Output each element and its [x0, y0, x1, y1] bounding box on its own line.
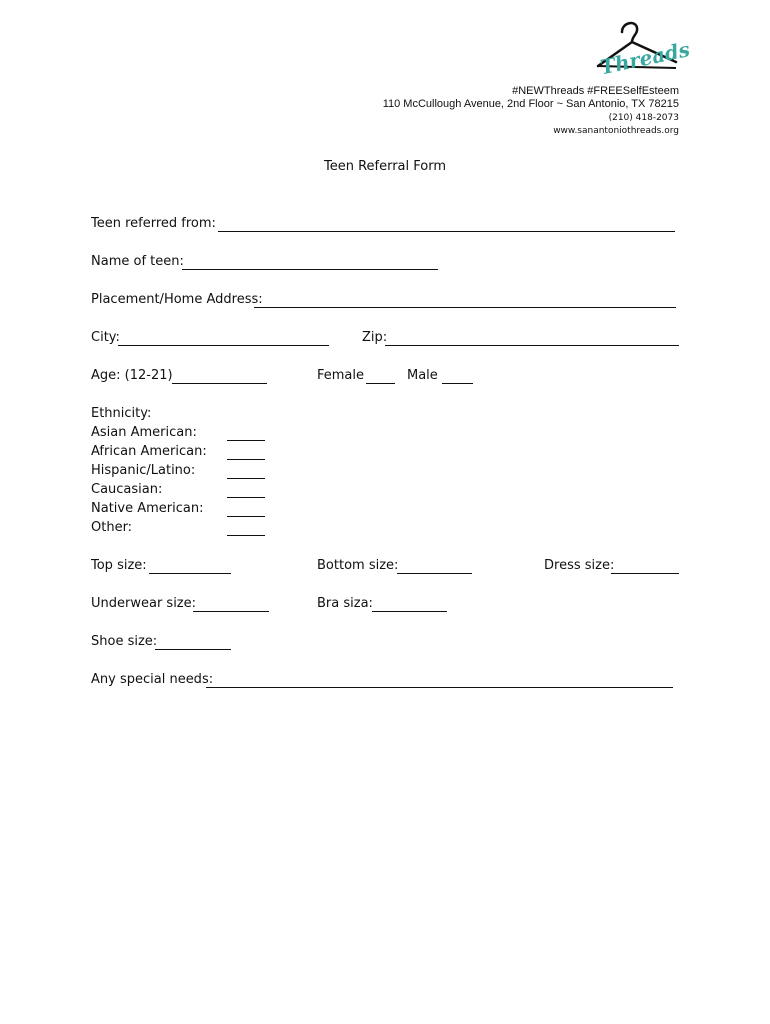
- underwear-size-label: Underwear size:: [91, 596, 197, 611]
- ethnicity-option-label: Native American:: [91, 501, 204, 516]
- ethnicity-other-field[interactable]: [227, 535, 265, 536]
- ethnicity-option-label: African American:: [91, 444, 207, 459]
- city-field[interactable]: [118, 345, 329, 346]
- dress-size-label: Dress size:: [544, 558, 615, 573]
- header-phone: (210) 418-2073: [608, 113, 679, 123]
- header-hashtags: #NEWThreads #FREESelfEsteem: [512, 85, 679, 97]
- address-field[interactable]: [254, 307, 676, 308]
- city-label: City:: [91, 330, 120, 345]
- bra-size-field[interactable]: [372, 611, 447, 612]
- shoe-size-field[interactable]: [155, 649, 231, 650]
- address-label: Placement/Home Address:: [91, 292, 263, 307]
- male-label: Male: [407, 368, 438, 383]
- referred-from-field[interactable]: [218, 231, 675, 232]
- ethnicity-hispanic-field[interactable]: [227, 478, 265, 479]
- zip-label: Zip:: [362, 330, 388, 345]
- top-size-field[interactable]: [149, 573, 231, 574]
- threads-logo: [592, 18, 692, 80]
- female-label: Female: [317, 368, 365, 383]
- ethnicity-asian-field[interactable]: [227, 440, 265, 441]
- age-field[interactable]: [172, 383, 267, 384]
- ethnicity-option-label: Hispanic/Latino:: [91, 463, 196, 478]
- special-needs-label: Any special needs:: [91, 672, 214, 687]
- ethnicity-option-label: Other:: [91, 520, 133, 535]
- shoe-size-label: Shoe size:: [91, 634, 158, 649]
- referred-from-label: Teen referred from:: [91, 216, 216, 231]
- zip-field[interactable]: [385, 345, 679, 346]
- age-label: Age: (12-21): [91, 368, 173, 383]
- male-field[interactable]: [442, 383, 473, 384]
- bra-size-label: Bra siza:: [317, 596, 373, 611]
- header-address: 110 McCullough Avenue, 2nd Floor ~ San Antonio, TX 78215: [382, 98, 679, 110]
- header-website: www.sanantoniothreads.org: [553, 126, 679, 136]
- dress-size-field[interactable]: [611, 573, 679, 574]
- ethnicity-label: Ethnicity:: [91, 406, 152, 421]
- underwear-size-field[interactable]: [193, 611, 269, 612]
- special-needs-field[interactable]: [206, 687, 673, 688]
- top-size-label: Top size:: [91, 558, 147, 573]
- ethnicity-option-label: Asian American:: [91, 425, 197, 440]
- bottom-size-label: Bottom size:: [317, 558, 399, 573]
- bottom-size-field[interactable]: [397, 573, 472, 574]
- name-field[interactable]: [182, 269, 438, 270]
- ethnicity-african-field[interactable]: [227, 459, 265, 460]
- ethnicity-caucasian-field[interactable]: [227, 497, 265, 498]
- svg-text:Threads: Threads: [597, 37, 692, 80]
- ethnicity-native-field[interactable]: [227, 516, 265, 517]
- form-title: Teen Referral Form: [323, 159, 447, 174]
- female-field[interactable]: [366, 383, 395, 384]
- name-label: Name of teen:: [91, 254, 184, 269]
- ethnicity-option-label: Caucasian:: [91, 482, 163, 497]
